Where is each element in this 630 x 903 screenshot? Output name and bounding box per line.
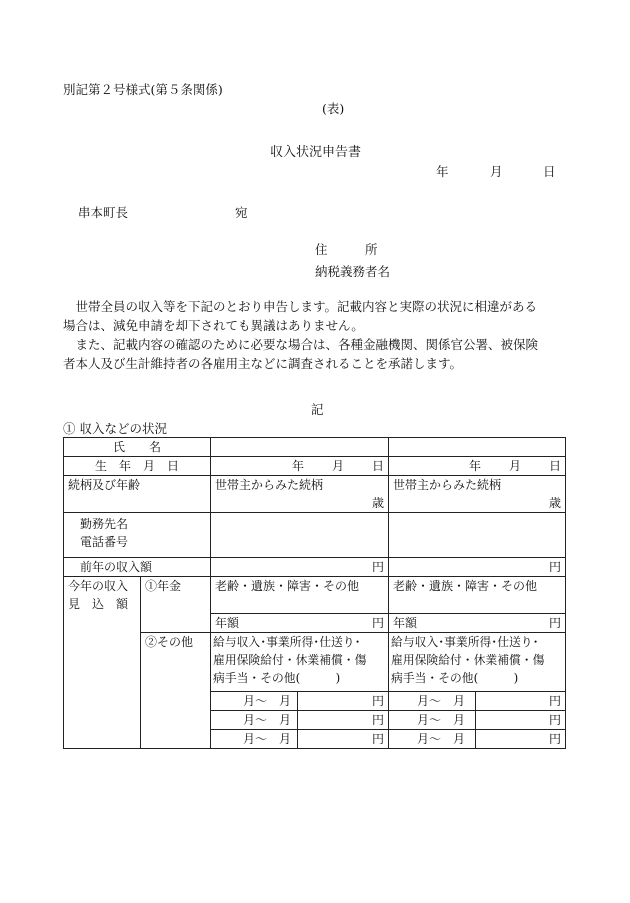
annual-label: 年額 [393, 616, 418, 630]
table-row [64, 438, 566, 457]
period-cell[interactable]: 月～ 月 [211, 730, 298, 749]
yen-unit: 円 [549, 560, 562, 574]
relation-text: 世帯主からみた続柄 [393, 478, 502, 492]
pension-label: ①年金 [141, 577, 211, 633]
taxpayer-label: 納税義務者名 [315, 264, 391, 279]
other-label: ②その他 [141, 633, 211, 749]
declaration-paragraph [63, 297, 583, 373]
expected-income-label [64, 577, 141, 749]
para1-line2: 場合は、減免申請を却下されても異議はありません。 [63, 318, 364, 333]
other-line2: 雇用保険給付・休業補償・傷 [391, 653, 545, 667]
table-row [64, 513, 566, 558]
amount-cell[interactable] [476, 730, 566, 749]
amount-cell[interactable] [298, 692, 389, 711]
other-line2: 雇用保険給付・休業補償・傷 [213, 653, 367, 667]
other-line1: 給与収入･事業所得･仕送り･ [213, 635, 361, 649]
addressee-name: 串本町長 [78, 205, 129, 220]
period-cell[interactable]: 月～ 月 [389, 711, 476, 730]
para2-line1: また、記載内容の確認のために必要な場合は、各種金融機関、関係官公署、被保険 [63, 337, 539, 352]
name-cell-1[interactable] [211, 438, 389, 457]
annual-cell-1[interactable] [211, 614, 389, 633]
work-label: 勤務先名 [80, 517, 129, 531]
birth-month: 月 [331, 459, 344, 473]
yen-unit: 円 [372, 616, 385, 630]
birth-year: 年 [468, 459, 481, 473]
yen-unit: 円 [372, 732, 385, 746]
side-label: (表) [322, 101, 345, 116]
para2-line2: 者本人及び生計維持者の各雇用主などに調査されることを承諾します。 [63, 356, 463, 371]
age-unit: 歳 [372, 496, 385, 510]
date-year: 年 [436, 164, 449, 179]
birth-cell-2[interactable] [389, 457, 566, 476]
period-cell[interactable]: 月～ 月 [389, 730, 476, 749]
amount-cell[interactable] [476, 711, 566, 730]
name-label: 氏 名 [64, 438, 211, 457]
age-unit: 歳 [549, 496, 562, 510]
other-types-1[interactable] [211, 633, 389, 692]
pension-types-2[interactable]: 老齢・遺族・障害・その他 [389, 577, 566, 614]
yen-unit: 円 [549, 616, 562, 630]
prev-income-cell-1[interactable] [211, 558, 389, 577]
date-day: 日 [543, 164, 556, 179]
birth-year: 年 [291, 459, 304, 473]
relation-label: 続柄及び年齢 [64, 476, 211, 513]
date-month: 月 [490, 164, 503, 179]
yen-unit: 円 [372, 713, 385, 727]
yen-unit: 円 [549, 694, 562, 708]
amount-cell[interactable] [476, 692, 566, 711]
form-id: 別記第２号様式(第５条関係) [63, 82, 223, 97]
expect-label-1: 今年の収入 [68, 579, 129, 593]
table-row [64, 476, 566, 513]
period-cell[interactable]: 月～ 月 [389, 692, 476, 711]
pension-types-1[interactable]: 老齢・遺族・障害・その他 [211, 577, 389, 614]
name-cell-2[interactable] [389, 438, 566, 457]
document-title: 収入状況申告書 [270, 145, 362, 160]
period-cell[interactable]: 月～ 月 [211, 692, 298, 711]
annual-label: 年額 [215, 616, 240, 630]
section1-title: ① 収入などの状況 [63, 421, 167, 436]
yen-unit: 円 [549, 732, 562, 746]
other-types-2[interactable] [389, 633, 566, 692]
amount-cell[interactable] [298, 711, 389, 730]
addressee-suffix: 宛 [235, 205, 248, 220]
income-table [63, 437, 566, 749]
birth-label: 生 年 月 日 [64, 457, 211, 476]
birth-day: 日 [549, 459, 562, 473]
birth-month: 月 [508, 459, 521, 473]
other-line3: 病手当・その他( ) [391, 671, 519, 685]
prev-income-label: 前年の収入額 [64, 558, 211, 577]
table-row [64, 457, 566, 476]
amount-cell[interactable] [298, 730, 389, 749]
ki-heading: 記 [311, 402, 324, 417]
relation-cell-1[interactable] [211, 476, 389, 513]
birth-day: 日 [372, 459, 385, 473]
expect-label-2: 見 込 額 [68, 597, 129, 611]
yen-unit: 円 [372, 694, 385, 708]
yen-unit: 円 [549, 713, 562, 727]
phone-label: 電話番号 [80, 535, 129, 549]
period-cell[interactable]: 月～ 月 [211, 711, 298, 730]
address-label: 住 所 [315, 242, 378, 257]
other-line3: 病手当・その他( ) [213, 671, 341, 685]
birth-cell-1[interactable] [211, 457, 389, 476]
other-line1: 給与収入･事業所得･仕送り･ [391, 635, 539, 649]
employer-label-cell [64, 513, 211, 558]
employer-cell-2[interactable] [389, 513, 566, 558]
employer-cell-1[interactable] [211, 513, 389, 558]
table-row [64, 577, 566, 614]
para1-line1: 世帯全員の収入等を下記のとおり申告します。記載内容と実際の状況に相違がある [63, 299, 538, 314]
relation-text: 世帯主からみた続柄 [215, 478, 324, 492]
annual-cell-2[interactable] [389, 614, 566, 633]
prev-income-cell-2[interactable] [389, 558, 566, 577]
table-row [64, 558, 566, 577]
relation-cell-2[interactable] [389, 476, 566, 513]
yen-unit: 円 [372, 560, 385, 574]
